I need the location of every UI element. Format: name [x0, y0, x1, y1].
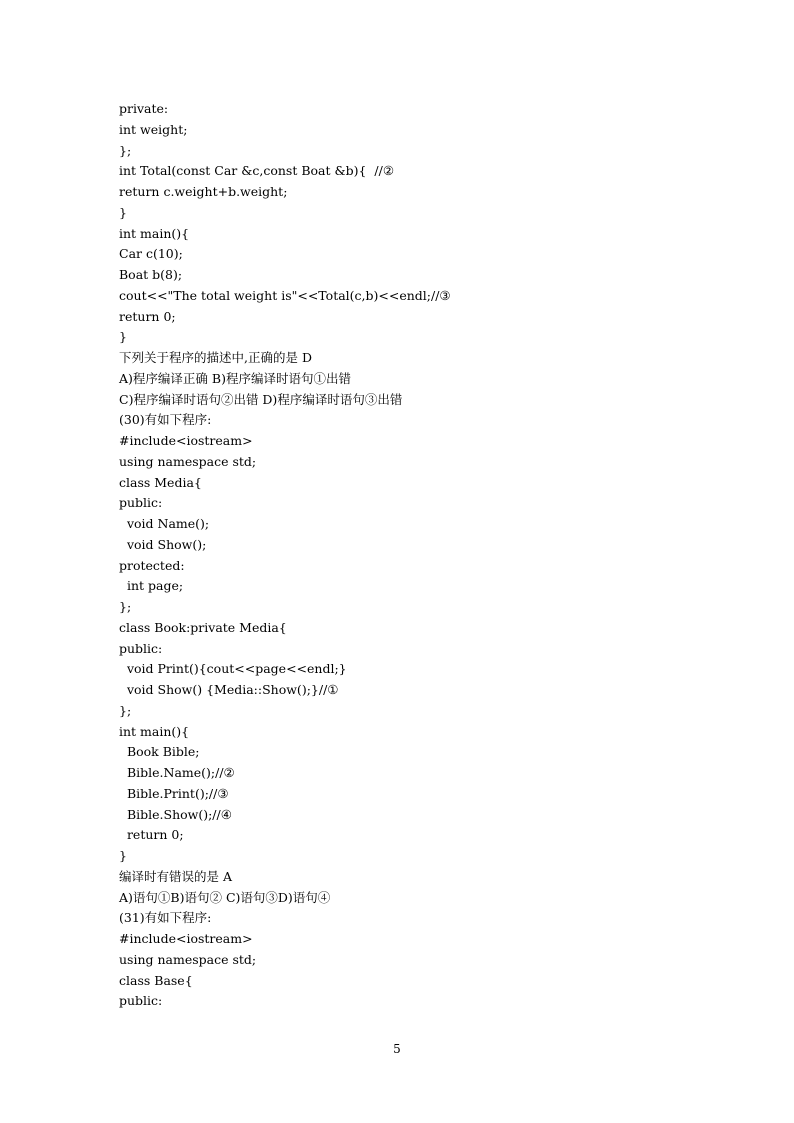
question-stem: 下列关于程序的描述中,正确的是 D	[119, 350, 312, 365]
text-line: int main(){	[119, 723, 190, 739]
text-line: Bible.Show();//④	[119, 806, 232, 822]
text-line: void Print(){cout<<page<<endl;}	[119, 661, 347, 677]
text-line: int main(){	[119, 225, 190, 241]
text-line: Bible.Print();//③	[119, 785, 229, 801]
text-line: public:	[119, 640, 163, 656]
text-line: class Base{	[119, 972, 193, 988]
text-line: public:	[119, 495, 163, 511]
text-line: int page;	[119, 578, 184, 594]
text-line: Boat b(8);	[119, 267, 183, 282]
text-line: return c.weight+b.weight;	[119, 184, 288, 199]
text-line: void Show();	[119, 536, 207, 552]
text-line: };	[119, 142, 132, 158]
text-line: Bible.Name();//②	[119, 765, 235, 780]
text-line: class Book:private Media{	[119, 619, 287, 635]
answer-options: C)程序编译时语句②出错 D)程序编译时语句③出错	[119, 391, 403, 407]
text-line: void Name();	[119, 516, 210, 531]
text-line: return 0;	[119, 827, 184, 843]
text-line: #include<iostream>	[119, 433, 253, 448]
text-line: cout<<"The total weight is"<<Total(c,b)<<endl;//③	[119, 287, 451, 303]
text-line: Book Bible;	[119, 744, 200, 760]
text-line: Car c(10);	[119, 246, 183, 262]
answer-options: A)语句①B)语句② C)语句③D)语句④	[119, 889, 331, 905]
text-line: };	[119, 599, 132, 614]
question-heading: (31)有如下程序:	[119, 910, 212, 926]
text-line: int Total(const Car &c,const Boat &b){ //②	[119, 163, 395, 179]
text-line: }	[119, 848, 127, 863]
text-line: class Media{	[119, 474, 202, 490]
text-line: void Show() {Media::Show();}//①	[119, 682, 339, 697]
text-line: #include<iostream>	[119, 931, 253, 946]
text-line: private:	[119, 101, 169, 116]
answer-options: A)程序编译正确 B)程序编译时语句①出错	[119, 370, 351, 386]
text-line: };	[119, 702, 132, 718]
text-line: }	[119, 329, 127, 345]
text-line: public:	[119, 993, 163, 1009]
text-line: return 0;	[119, 308, 176, 324]
text-line: using namespace std;	[119, 453, 257, 469]
document-body	[119, 99, 719, 1012]
text-line: using namespace std;	[119, 951, 257, 967]
question-stem: 编译时有错误的是 A	[119, 868, 233, 884]
page-number: 5	[393, 1042, 401, 1056]
text-line: }	[119, 204, 127, 220]
text-line: protected:	[119, 557, 185, 573]
text-line: int weight;	[119, 121, 188, 137]
question-heading: (30)有如下程序:	[119, 412, 212, 428]
